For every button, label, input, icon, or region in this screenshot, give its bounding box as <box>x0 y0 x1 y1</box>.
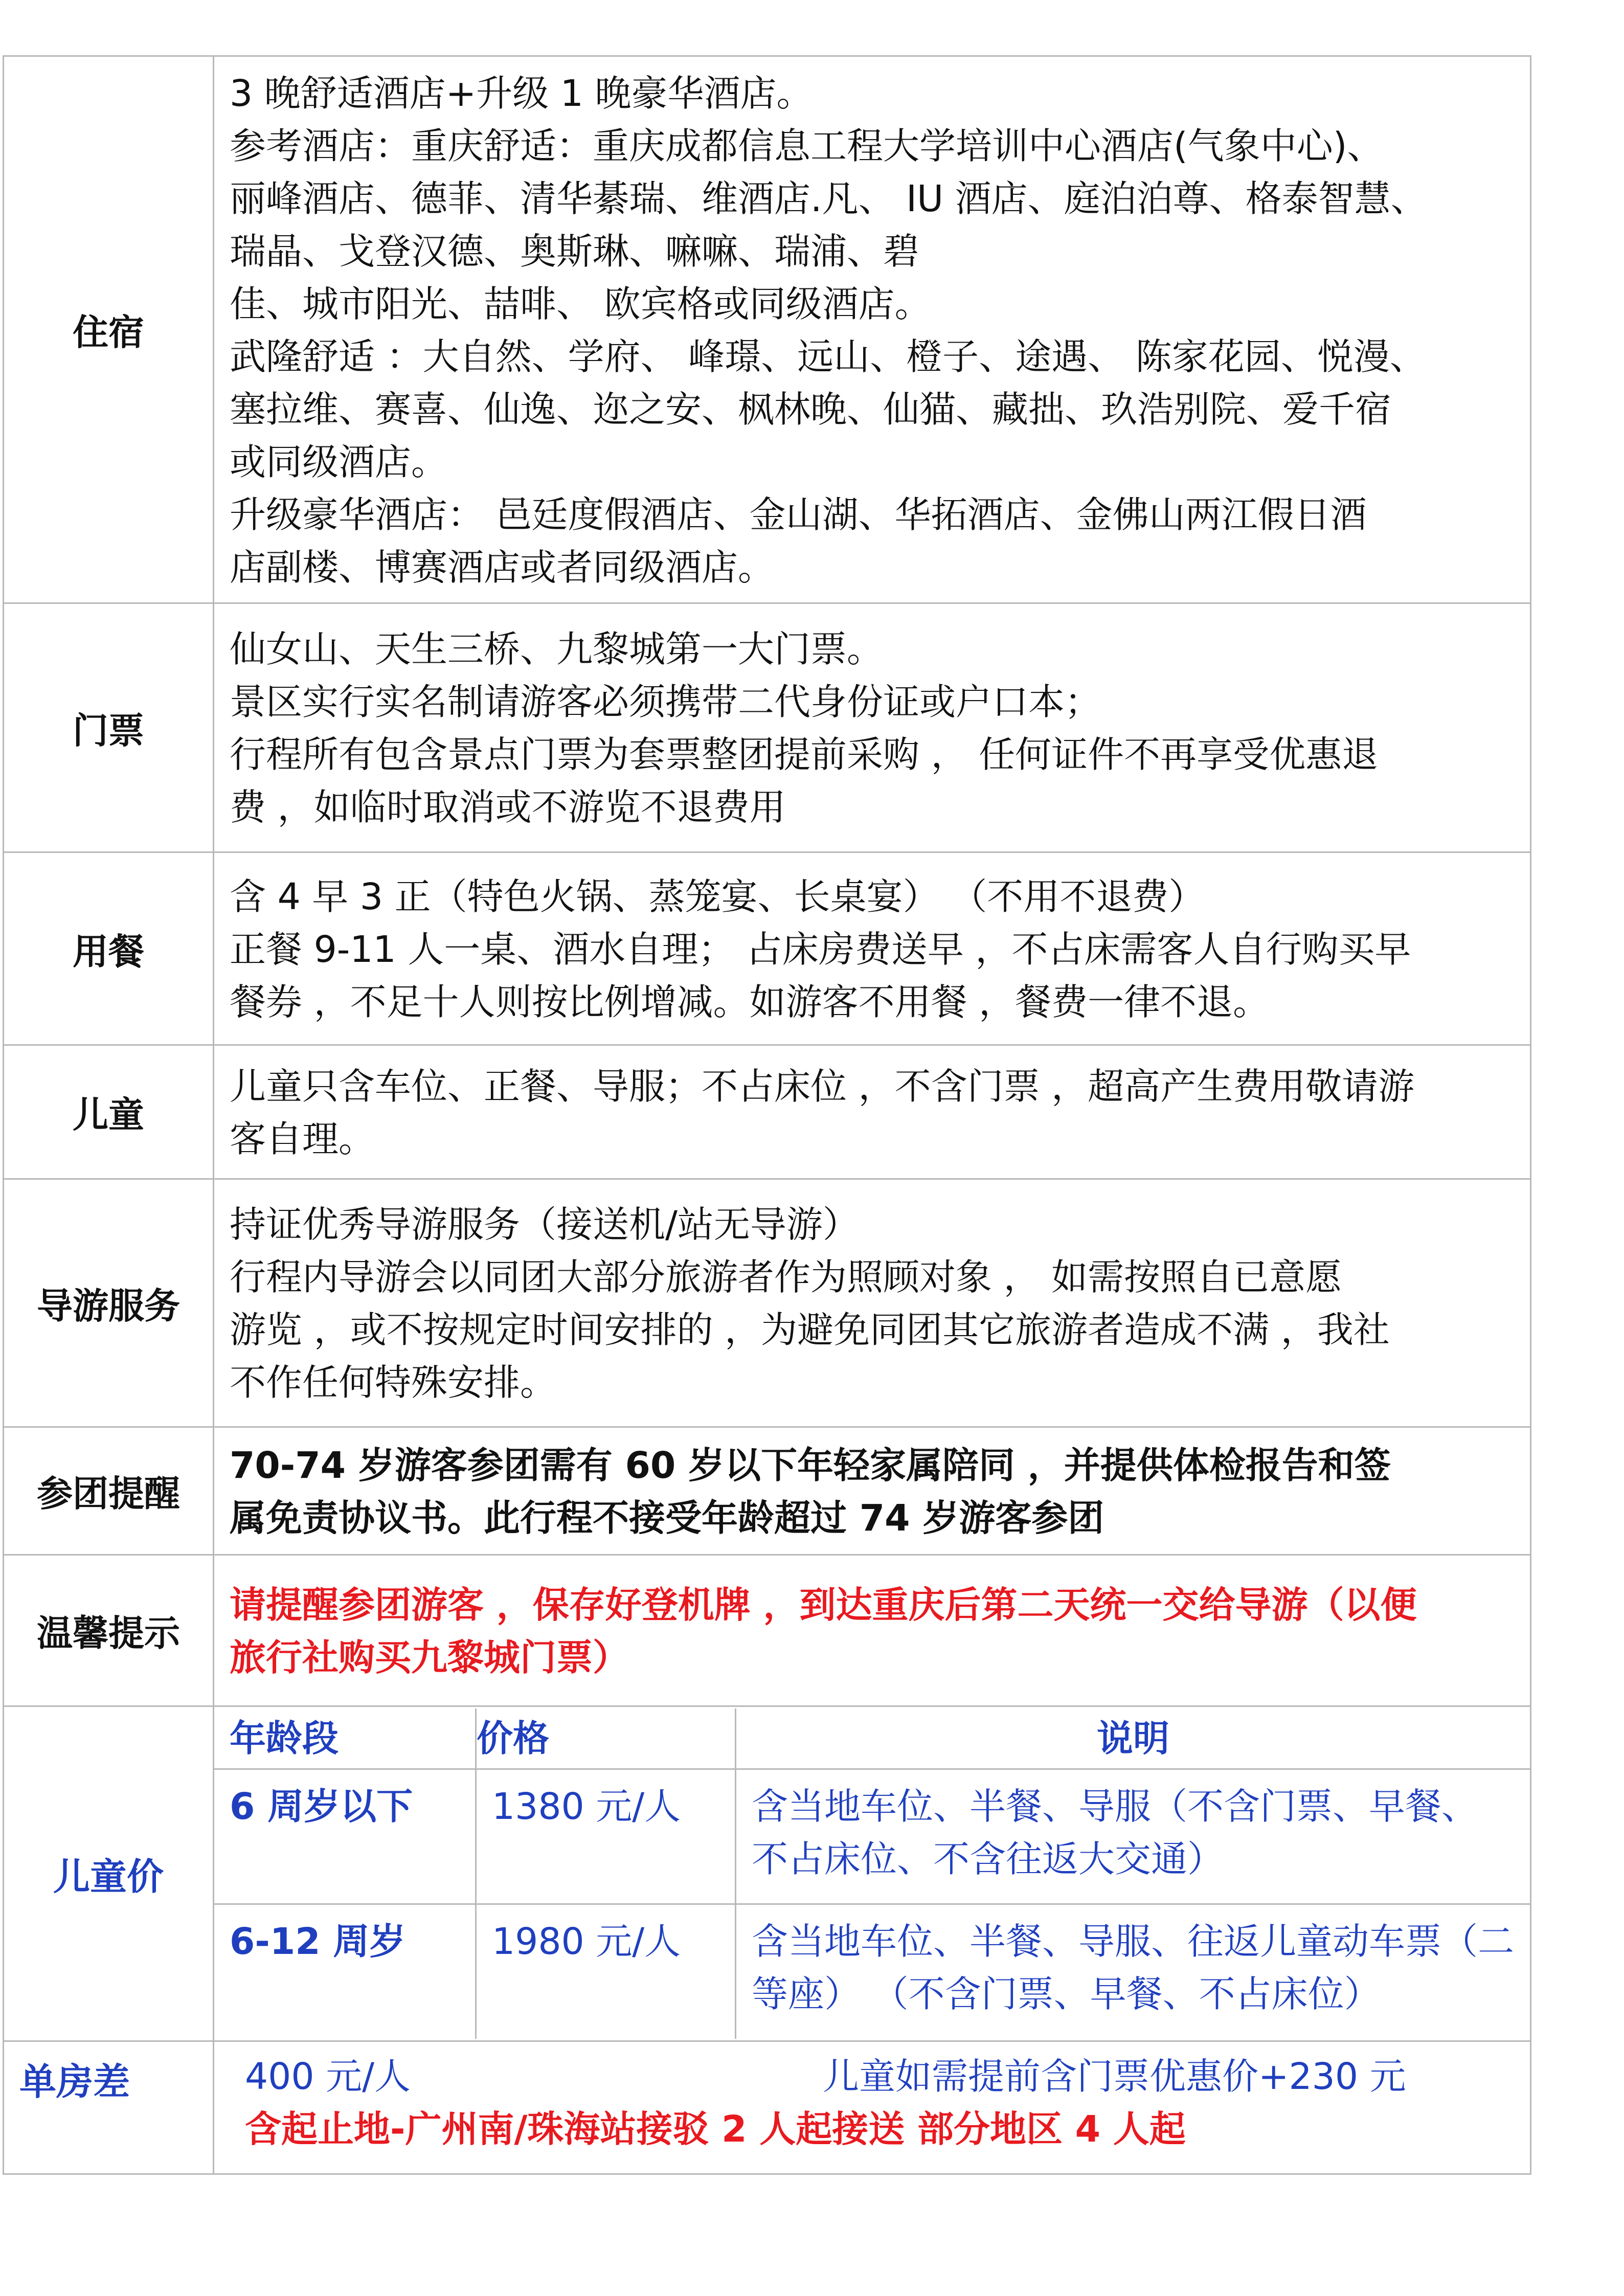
tickets-label: 门票 <box>4 603 214 852</box>
reminder-line: 属免责协议书。此行程不接受年龄超过 74 岁游客参团 <box>230 1496 1104 1539</box>
lodging-line: 3 晚舒适酒店+升级 1 晚豪华酒店。 <box>230 72 813 115</box>
pickup-note: 含起止地-广州南/珠海站接驳 2 人起接送 部分地区 4 人起 <box>245 2108 1186 2150</box>
reminder-line: 70-74 岁游客参团需有 60 岁以下年轻家属陪同 ，并提供体检报告和签 <box>230 1444 1391 1487</box>
guide-line: 行程内导游会以同团大部分旅游者作为照顾对象 ， 如需按照自已意愿 <box>230 1256 1342 1298</box>
guide-line: 持证优秀导游服务（接送机/站无导游） <box>230 1203 859 1246</box>
tips-row <box>4 1555 1531 1706</box>
lodging-line: 塞拉维、赛喜、仙逸、迩之安、枫林晚、仙猫、藏拙、玖浩别院、爱千宿 <box>230 388 1392 431</box>
age-header: 年龄段 <box>214 1708 476 1769</box>
lodging-line: 参考酒店：重庆舒适：重庆成都信息工程大学培训中心酒店(气象中心)、 <box>230 124 1384 167</box>
lodging-label: 住宿 <box>4 56 214 603</box>
child-ticket-note: 儿童如需提前含门票优惠价+230 元 <box>823 2055 1406 2098</box>
child-price-header-row <box>214 1708 1530 1769</box>
guide-label: 导游服务 <box>4 1179 214 1427</box>
age-cell: 6-12 周岁 <box>214 1904 476 2039</box>
child-price-row <box>4 1706 1531 2041</box>
note-cell <box>736 1769 1530 1904</box>
meals-row <box>4 852 1531 1045</box>
note-line: 含当地车位、半餐、导服（不含门票、早餐、 <box>752 1785 1478 1828</box>
lodging-line: 升级豪华酒店： 邑廷度假酒店、金山湖、华拓酒店、金佛山两江假日酒 <box>230 493 1367 536</box>
tickets-row <box>4 603 1531 852</box>
guide-line: 不作任何特殊安排。 <box>230 1361 557 1404</box>
tips-line: 请提醒参团游客 ，保存好登机牌 ，到达重庆后第二天统一交给导游（以便 <box>230 1583 1417 1626</box>
note-cell <box>736 1904 1530 2039</box>
tips-content <box>214 1555 1531 1706</box>
lodging-line: 店副楼、博赛酒店或者同级酒店。 <box>230 546 775 589</box>
tips-label: 温馨提示 <box>4 1555 214 1706</box>
single-room-label: 单房差 <box>4 2041 214 2174</box>
guide-line: 游览 ，或不按规定时间安排的 ，为避免同团其它旅游者造成不满 ，我社 <box>230 1309 1390 1351</box>
note-line: 等座） （不含门票、早餐、不占床位） <box>752 1972 1381 2015</box>
children-line: 儿童只含车位、正餐、导服；不占床位 ，不含门票 ，超高产生费用敬请游 <box>230 1065 1415 1108</box>
reminder-row <box>4 1427 1531 1555</box>
age-cell: 6 周岁以下 <box>214 1769 476 1904</box>
single-room-row <box>4 2041 1531 2174</box>
single-room-line <box>245 2050 1530 2103</box>
meals-label: 用餐 <box>4 852 214 1045</box>
reminder-content <box>214 1427 1531 1555</box>
note-line: 含当地车位、半餐、导服、往返儿童动车票（二 <box>752 1920 1515 1963</box>
lodging-line: 佳、城市阳光、喆啡、 欧宾格或同级酒店。 <box>230 282 931 325</box>
note-line: 不占床位、不含往返大交通） <box>752 1837 1224 1880</box>
lodging-line: 丽峰酒店、德菲、清华綦瑞、维酒店.凡、 IU 酒店、庭泊泊尊、格泰智慧、 <box>230 177 1427 220</box>
child-price-row-item <box>214 1769 1530 1904</box>
child-price-table <box>214 1708 1530 2039</box>
price-cell: 1980 元/人 <box>476 1904 736 2039</box>
meals-line: 餐券 ，不足十人则按比例增减。如游客不用餐 ，餐费一律不退。 <box>230 980 1270 1023</box>
single-room-content <box>214 2041 1531 2174</box>
children-label: 儿童 <box>4 1045 214 1179</box>
tickets-line: 费 ，如临时取消或不游览不退费用 <box>230 786 786 828</box>
children-line: 客自理。 <box>230 1117 375 1160</box>
lodging-line: 瑞晶、戈登汉德、奥斯琳、嘛嘛、瑞浦、碧 <box>230 230 920 273</box>
tickets-line: 行程所有包含景点门票为套票整团提前采购 ， 任何证件不再享受优惠退 <box>230 733 1379 776</box>
lodging-line: 武隆舒适 ：大自然、学府、 峰璟、远山、橙子、途遇、 陈家花园、悦漫、 <box>230 335 1426 378</box>
single-room-price: 400 元/人 <box>245 2055 411 2098</box>
children-content <box>214 1045 1531 1179</box>
lodging-line: 或同级酒店。 <box>230 440 448 483</box>
lodging-row <box>4 56 1531 603</box>
reminder-label: 参团提醒 <box>4 1427 214 1555</box>
tips-line: 旅行社购买九黎城门票） <box>230 1636 629 1679</box>
tickets-line: 仙女山、天生三桥、九黎城第一大门票。 <box>230 628 884 670</box>
lodging-content <box>214 56 1531 603</box>
meals-content <box>214 852 1531 1045</box>
child-price-row-item <box>214 1904 1530 2039</box>
tickets-line: 景区实行实名制请游客必须携带二代身份证或户口本； <box>230 681 1101 723</box>
child-price-cell <box>214 1706 1531 2041</box>
note-header: 说明 <box>736 1708 1530 1769</box>
itinerary-info-table <box>3 55 1531 2175</box>
child-price-label: 儿童价 <box>4 1706 214 2041</box>
meals-line: 含 4 早 3 正（特色火锅、蒸笼宴、长桌宴） （不用不退费） <box>230 875 1205 918</box>
price-cell: 1380 元/人 <box>476 1769 736 1904</box>
guide-content <box>214 1179 1531 1427</box>
children-row <box>4 1045 1531 1179</box>
meals-line: 正餐 9-11 人一桌、酒水自理； 占床房费送早 ，不占床需客人自行购买早 <box>230 928 1411 971</box>
tickets-content <box>214 603 1531 852</box>
price-header: 价格 <box>476 1708 736 1769</box>
guide-row <box>4 1179 1531 1427</box>
